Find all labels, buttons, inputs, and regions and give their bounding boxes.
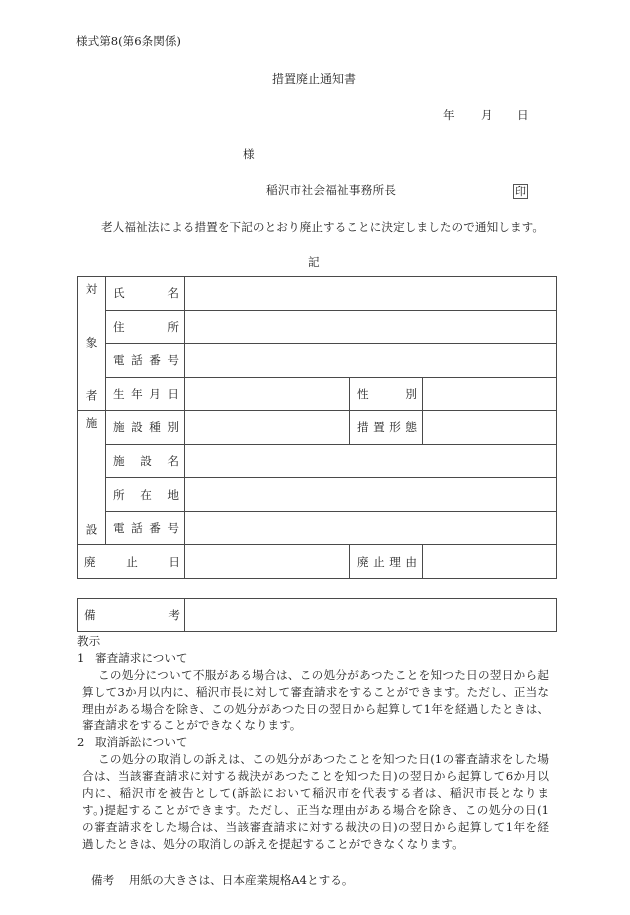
abolition-date-label: 廃止日 <box>84 554 180 569</box>
section-1-line: この処分について不服がある場合は、この処分があつたことを知つた日の翌日から起 <box>98 667 549 682</box>
issuer-name: 稲沢市社会福祉事務所長 <box>266 183 396 197</box>
section-2-heading <box>77 734 549 751</box>
location-label: 所在地 <box>113 487 179 502</box>
date-day-label: 日 <box>517 108 529 122</box>
table-row <box>78 511 557 545</box>
facility-type-value-cell <box>185 411 350 445</box>
table-row <box>78 478 557 512</box>
subject-group-cell <box>78 277 106 411</box>
address-label-cell <box>106 310 185 344</box>
facility-group-cell <box>78 411 106 545</box>
facility-phone-label: 電話番号 <box>113 521 179 536</box>
placement-type-value-cell <box>423 411 557 445</box>
abolition-reason-value-cell <box>423 545 557 579</box>
table-row <box>78 444 557 478</box>
sex-label-cell <box>350 377 423 411</box>
subject-group-label: 対象者 <box>84 283 99 402</box>
birthdate-label: 生年月日 <box>113 386 179 401</box>
table-row <box>78 545 557 579</box>
section-2-line: 合は、当該審査請求に対する裁決があつたことを知つた日)の翌日から起算して6か月以 <box>82 769 549 784</box>
intro-sentence: 老人福祉法による措置を下記のとおり廃止することに決定しましたので通知します。 <box>101 220 544 234</box>
placement-type-label: 措置形態 <box>357 420 417 435</box>
table-row <box>78 599 557 632</box>
section-2-line: 過したときは、処分の取消しの訴えを提起することができなくなります。 <box>82 836 464 851</box>
facility-phone-value-cell <box>185 511 557 545</box>
abolition-reason-label: 廃止理由 <box>357 554 417 569</box>
instruction-block <box>77 633 549 853</box>
facility-phone-label-cell <box>106 511 185 545</box>
table-row <box>78 411 557 445</box>
notice-form-table <box>77 276 557 579</box>
remarks-label-cell <box>78 599 185 632</box>
ki-heading: 記 <box>308 255 320 269</box>
name-label: 氏名 <box>113 286 179 301</box>
address-label: 住所 <box>113 319 179 334</box>
address-value-cell <box>185 310 557 344</box>
name-value-cell <box>185 277 557 311</box>
location-value-cell <box>185 478 557 512</box>
phone-value-cell <box>185 344 557 378</box>
seal-stamp-box: 印 <box>515 185 526 198</box>
phone-label: 電話番号 <box>113 353 179 368</box>
section-2-line: の審査請求をした場合は、当該審査請求に対する裁決の日)の翌日から起算して1年を経 <box>82 819 549 834</box>
sex-value-cell <box>423 377 557 411</box>
abolition-date-label-cell <box>78 545 185 579</box>
footnote-label: 備考 <box>91 873 115 887</box>
name-label-cell <box>106 277 185 311</box>
phone-label-cell <box>106 344 185 378</box>
placement-type-label-cell <box>350 411 423 445</box>
facility-group-label: 施設 <box>84 417 99 536</box>
remarks-label: 備考 <box>84 608 180 622</box>
section-1-line: 審査請求をすることができなくなります。 <box>82 718 302 733</box>
birthdate-value-cell <box>185 377 350 411</box>
section-2-title: 取消訴訟について <box>95 735 188 750</box>
section-1-heading <box>77 650 549 667</box>
facility-type-label-cell <box>106 411 185 445</box>
facility-name-label: 施設名 <box>113 454 179 468</box>
facility-name-label-cell <box>106 444 185 478</box>
section-1-line: 理由がある場合を除き、この処分があつた日の翌日から起算して1年を経過したときは、 <box>82 701 549 716</box>
facility-type-label: 施設種別 <box>113 420 179 435</box>
section-1-line: 算して3か月以内に、稲沢市長に対して審査請求をすることができます。ただし、正当な <box>82 684 549 699</box>
section-2-number: 2 <box>77 735 85 750</box>
section-2-line: す。)提起することができます。ただし、正当な理由がある場合を除き、この処分の日(1 <box>82 802 549 817</box>
footnote <box>91 872 353 889</box>
section-2-line: 内に、稲沢市を被告として(訴訟において稲沢市を代表する者は、稲沢市長となりま <box>82 786 549 801</box>
form-number: 様式第8(第6条関係) <box>76 34 181 48</box>
table-row <box>78 377 557 411</box>
footnote-text: 用紙の大きさは、日本産業規格A4とする。 <box>129 873 354 887</box>
section-1-title: 審査請求について <box>95 650 188 665</box>
table-row <box>78 310 557 344</box>
remarks-table <box>77 598 557 632</box>
remarks-value-cell <box>185 599 557 632</box>
addressee-suffix: 様 <box>243 147 255 161</box>
birthdate-label-cell <box>106 377 185 411</box>
instruction-heading: 教示 <box>77 634 101 648</box>
table-row <box>78 277 557 311</box>
document-title: 措置廃止通知書 <box>272 72 357 86</box>
table-row <box>78 344 557 378</box>
facility-name-value-cell <box>185 444 557 478</box>
date-year-label: 年 <box>443 108 455 122</box>
abolition-date-value-cell <box>185 545 350 579</box>
section-2-line: この処分の取消しの訴えは、この処分があつたことを知つた日(1の審査請求をした場 <box>98 752 549 767</box>
location-label-cell <box>106 478 185 512</box>
abolition-reason-label-cell <box>350 545 423 579</box>
section-1-number: 1 <box>77 650 85 665</box>
sex-label: 性別 <box>357 386 417 401</box>
date-month-label: 月 <box>481 108 493 122</box>
